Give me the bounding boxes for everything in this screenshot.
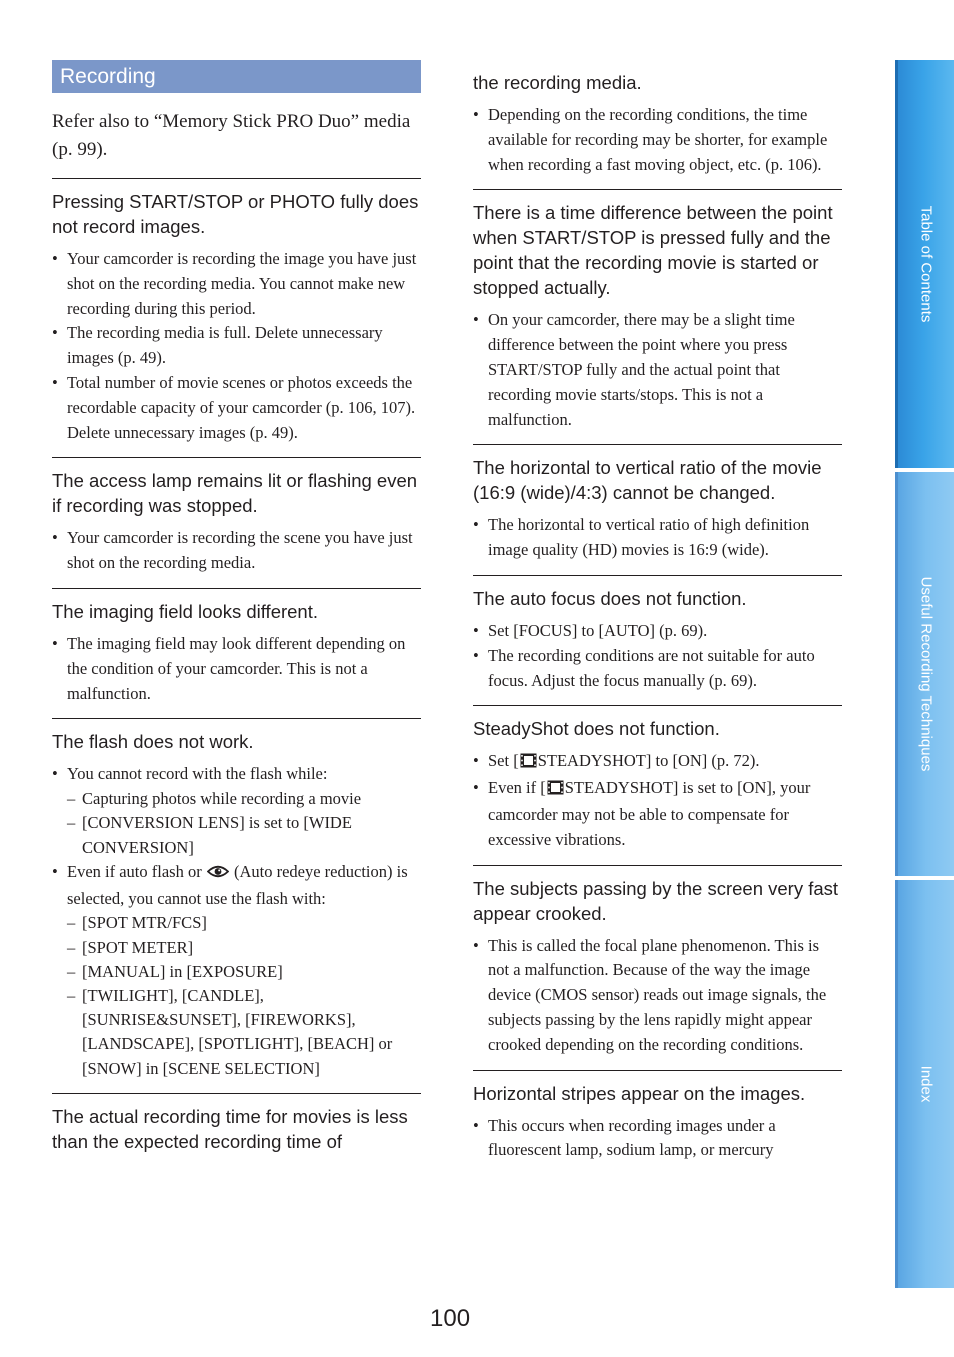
faq-answer-list <box>52 247 421 445</box>
faq-answer: • Your camcorder is recording the image you have just shot on the recording media. You cannot make new recording during this period. <box>52 247 421 321</box>
faq-question: The actual recording time for movies is less than the expected recording time of <box>52 1105 408 1152</box>
movie-film-icon <box>520 751 537 776</box>
faq-answer: • This is called the focal plane phenomenon. This is not a malfunction. Because of the way the image device (CMOS sensor) reads out image signals, the subjects passing by the lens rapidly might appear crooked depending on the recording conditions. <box>473 934 842 1058</box>
faq-sub-item: – [SPOT METER] <box>67 936 421 960</box>
faq-sub-item: – [MANUAL] in [EXPOSURE] <box>67 960 421 984</box>
faq-answer-list <box>52 526 421 576</box>
faq-answer-list <box>473 934 842 1058</box>
tab-table-of-contents[interactable] <box>895 60 954 468</box>
faq-block <box>473 1070 842 1176</box>
faq-block <box>473 70 842 189</box>
faq-answer-list <box>52 762 421 1080</box>
faq-block <box>52 718 421 1092</box>
faq-answer-text: STEADYSHOT] to [ON] (p. 72). <box>537 751 760 771</box>
faq-block <box>473 575 842 705</box>
faq-answer <box>473 776 842 852</box>
faq-sub-item: – [SPOT MTR/FCS] <box>67 911 421 935</box>
page-number: 100 <box>430 1305 471 1332</box>
faq-answer: • Set [FOCUS] to [AUTO] (p. 69). <box>473 619 842 644</box>
faq-sub-item: – Capturing photos while recording a movie <box>67 787 421 811</box>
faq-answer: • On your camcorder, there may be a slight time difference between the point where you press START/STOP fully and the actual point that recording movie starts/stops. This is not a malfunction. <box>473 308 842 432</box>
faq-sub-list <box>67 911 421 1080</box>
faq-block <box>52 457 421 588</box>
faq-answer-text: (Auto redeye reduction) is selected, you cannot use the flash with: <box>67 861 408 908</box>
faq-block <box>473 444 842 575</box>
faq-answer: • The horizontal to vertical ratio of high definition image quality (HD) movies is 16:9 (wide). <box>473 513 842 563</box>
faq-block <box>52 1093 421 1174</box>
faq-question: The auto focus does not function. <box>473 587 747 609</box>
faq-block <box>52 178 421 457</box>
movie-film-icon <box>547 778 564 803</box>
faq-question-continued: the recording media. <box>473 72 642 93</box>
tab-label: Useful Recording Techniques <box>917 576 935 772</box>
faq-answer: • Your camcorder is recording the scene you have just shot on the recording media. <box>52 526 421 576</box>
left-column <box>52 108 421 1174</box>
faq-answer-list <box>473 103 842 177</box>
faq-answer: • The imaging field may look different depending on the condition of your camcorder. This is not a malfunction. <box>52 632 421 706</box>
faq-question: Horizontal stripes appear on the images. <box>473 1082 806 1104</box>
faq-answer-list <box>473 513 842 563</box>
faq-answer-text: Set [ <box>488 751 519 771</box>
faq-answer-list <box>473 749 842 852</box>
faq-answer <box>52 860 421 1081</box>
faq-answer-text: STEADYSHOT] is set to [ON], your camcorder may not be able to compensate for excessive vibrations. <box>488 778 811 849</box>
faq-answer-list <box>473 308 842 432</box>
faq-answer-text: Even if [ <box>488 778 546 798</box>
faq-question: The horizontal to vertical ratio of the movie (16:9 (wide)/4:3) cannot be changed. <box>473 457 822 504</box>
faq-answer-text: Even if auto flash or <box>67 861 202 881</box>
faq-answer <box>473 749 842 776</box>
right-column <box>473 70 842 1175</box>
faq-sub-list <box>67 787 421 860</box>
faq-answer-text: You cannot record with the flash while: <box>67 764 328 784</box>
faq-question: There is a time difference between the point when START/STOP is pressed fully and the point that the recording movie is started or stopped actually. <box>473 202 833 299</box>
faq-answer-list <box>473 619 842 693</box>
faq-block <box>52 588 421 718</box>
faq-sub-item: – [TWILIGHT], [CANDLE], [SUNRISE&SUNSET], [FIREWORKS], [LANDSCAPE], [SPOTLIGHT], [BEACH] or [SNOW] in [SCENE SELECTION] <box>67 984 421 1081</box>
intro-text: Refer also to “Memory Stick PRO Duo” media (p. 99). <box>52 111 411 160</box>
tab-label: Table of Contents <box>917 205 935 323</box>
faq-block <box>473 189 842 444</box>
section-title: Recording <box>52 60 421 93</box>
faq-question: The subjects passing by the screen very fast appear crooked. <box>473 877 839 924</box>
tab-useful-recording-techniques[interactable] <box>895 472 954 876</box>
faq-answer: • The recording media is full. Delete unnecessary images (p. 49). <box>52 321 421 371</box>
faq-question: SteadyShot does not function. <box>473 718 720 740</box>
faq-answer-list <box>473 1114 842 1164</box>
faq-block <box>473 865 842 1070</box>
faq-question: The imaging field looks different. <box>52 600 319 622</box>
faq-answer-list <box>52 632 421 706</box>
faq-answer <box>52 762 421 859</box>
tab-index[interactable] <box>895 880 954 1288</box>
faq-question: The flash does not work. <box>52 731 254 753</box>
faq-answer: • Total number of movie scenes or photos exceeds the recordable capacity of your camcorder (p. 106, 107). Delete unnecessary images (p. 49). <box>52 371 421 445</box>
faq-question: The access lamp remains lit or flashing even if recording was stopped. <box>52 470 418 517</box>
faq-answer: • The recording conditions are not suitable for auto focus. Adjust the focus manually (p. 69). <box>473 644 842 694</box>
redeye-eye-icon <box>207 862 229 887</box>
faq-block <box>473 705 842 864</box>
faq-answer: • Depending on the recording conditions, the time available for recording may be shorter, for example when recording a fast moving object, etc. (p. 106). <box>473 103 842 177</box>
faq-answer: • This occurs when recording images under a fluorescent lamp, sodium lamp, or mercury <box>473 1114 842 1164</box>
faq-sub-item: – [CONVERSION LENS] is set to [WIDE CONVERSION] <box>67 811 421 859</box>
faq-question: Pressing START/STOP or PHOTO fully does not record images. <box>52 191 419 237</box>
tab-label: Index <box>917 1065 935 1103</box>
